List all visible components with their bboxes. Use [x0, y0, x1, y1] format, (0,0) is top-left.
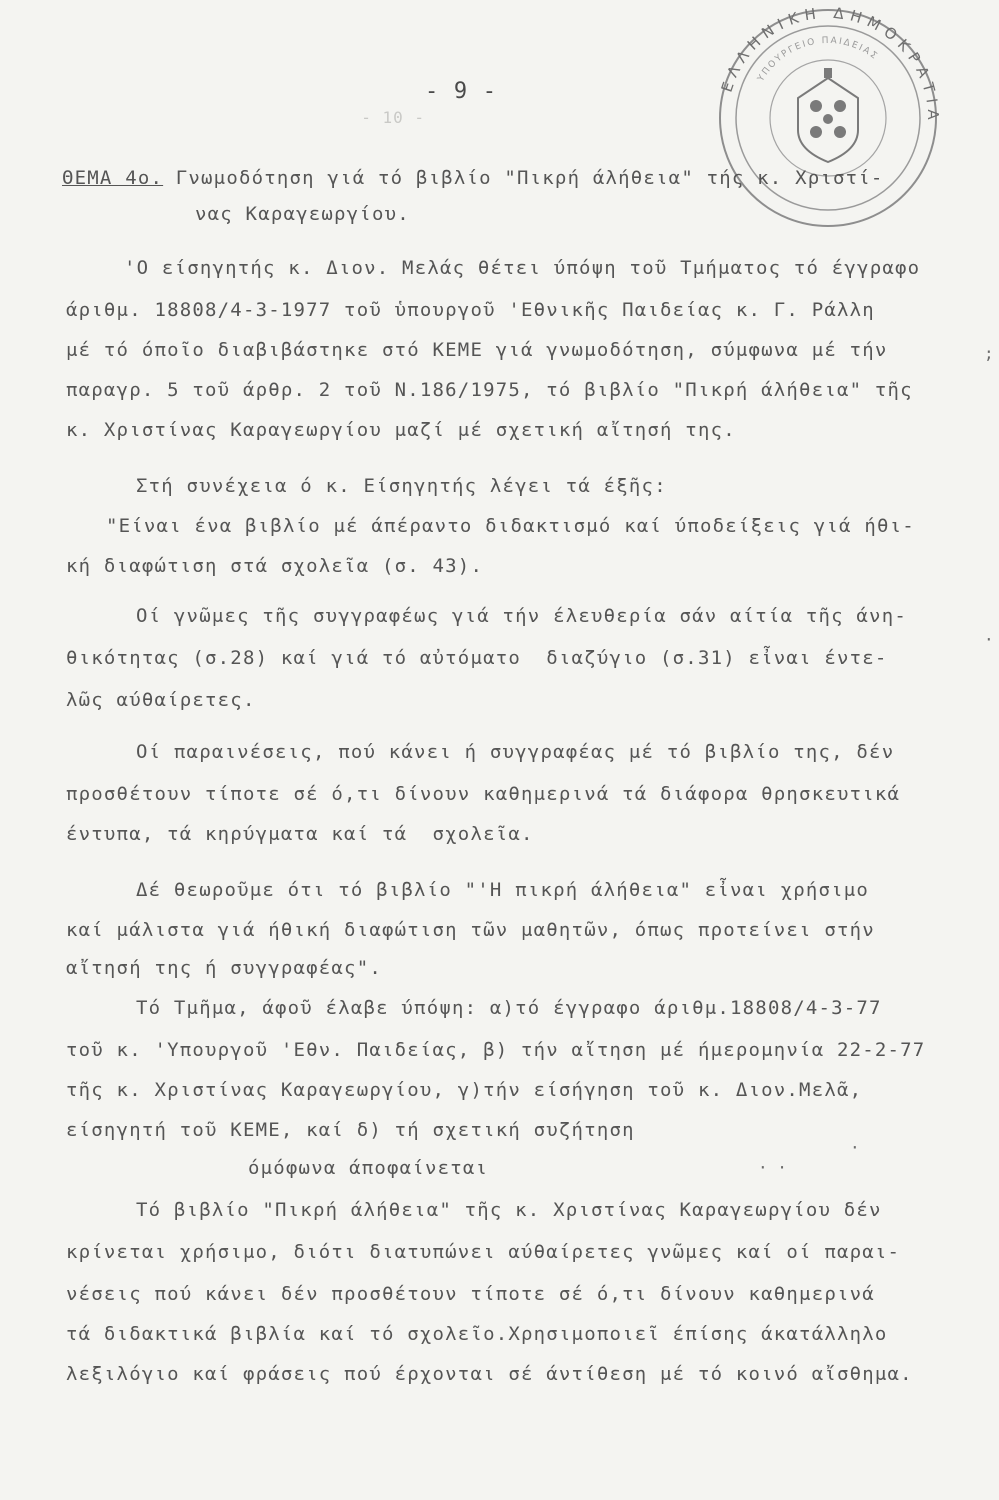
body-line: Στή συνέχεια ό κ. Είσηγητής λέγει τά έξῆς: — [136, 475, 667, 497]
body-line: είσηγητή τοῦ ΚΕΜΕ, καί δ) τή σχετική συζήτηση — [66, 1119, 635, 1141]
decision-line: τά διδακτικά βιβλία καί τό σχολεῖο.Χρησιμοποιεῖ έπίσης άκατάλληλο — [66, 1323, 888, 1345]
quote-line: Δέ θεωροῦμε ότι τό βιβλίο "'Η πικρή άλήθεια" εἶναι χρήσιμο — [136, 879, 870, 901]
topic-line-1 — [62, 166, 884, 190]
body-line: κ. Χριστίνας Καραγεωργίου μαζί μέ σχετική αἴτησή της. — [66, 419, 736, 441]
seal-ring-text: ΕΛΛΗΝΙΚΗ ΔΗΜΟΚΡΑΤΙΑ — [717, 3, 943, 126]
margin-mark: ; — [984, 344, 994, 363]
quote-line: "Είναι ένα βιβλίο μέ άπέραντο διδακτισμό καί ύποδείξεις γιά ήθι- — [106, 515, 915, 537]
body-line: άριθμ. 18808/4-3-1977 τοῦ ὑπουργοῦ 'Εθνικῆς Παιδείας κ. Γ. Ράλλη — [66, 299, 875, 321]
quote-line: έντυπα, τά κηρύγματα καί τά σχολεῖα. — [66, 823, 534, 845]
body-line: τῆς κ. Χριστίνας Καραγεωργίου, γ)τήν είσήγηση τοῦ κ. Διον.Μελᾶ, — [66, 1079, 863, 1101]
quote-line: καί μάλιστα γιά ήθική διαφώτιση τῶν μαθητῶν, όπως προτείνει στήν — [66, 919, 875, 941]
seal-inner-text: ΥΠΟΥΡΓΕΙΟ ΠΑΙΔΕΙΑΣ — [756, 35, 880, 84]
decision-line: νέσεις πού κάνει δέν προσθέτουν τίποτε σέ ό,τι δίνουν καθημερινά — [66, 1283, 875, 1305]
official-seal — [712, 2, 944, 234]
bleed-through: - 10 - — [340, 108, 426, 127]
quote-line: Οί παραινέσεις, πού κάνει ή συγγραφέας μέ τό βιβλίο της, δέν — [136, 741, 895, 763]
margin-mark: · — [850, 1138, 860, 1157]
decision-line: Τό βιβλίο "Πικρή άλήθεια" τῆς κ. Χριστίνας Καραγεωργίου δέν — [136, 1199, 882, 1221]
quote-line: προσθέτουν τίποτε σέ ό,τι δίνουν καθημερινά τά διάφορα θρησκευτικά — [66, 783, 901, 805]
body-line: τοῦ κ. 'Υπουργοῦ 'Εθν. Παιδείας, β) τήν αἴτηση μέ ήμερομηνία 22-2-77 — [66, 1039, 926, 1061]
decision-line: λεξιλόγιο καί φράσεις πού έρχονται σέ άντίθεση μέ τό κοινό αἴσθημα. — [66, 1363, 913, 1385]
body-line: μέ τό όποῖο διαβιβάστηκε στό ΚΕΜΕ γιά γνωμοδότηση, σύμφωνα μέ τήν — [66, 339, 888, 361]
topic-label: ΘΕΜΑ 4ο. — [62, 167, 164, 189]
decision-line: κρίνεται χρήσιμο, διότι διατυπώνει αύθαίρετες γνῶμες καί οί παραι- — [66, 1241, 901, 1263]
quote-line: κή διαφώτιση στά σχολεῖα (σ. 43). — [66, 555, 484, 577]
body-line: 'Ο είσηγητής κ. Διον. Μελάς θέτει ύπόψη τοῦ Τμήματος τό έγγραφο — [124, 257, 921, 279]
topic-title-1: Γνωμοδότηση γιά τό βιβλίο "Πικρή άλήθεια" τής κ. Χριστί- — [175, 167, 884, 189]
topic-title-2: νας Καραγεωργίου. — [195, 203, 410, 225]
quote-line: λῶς αύθαίρετες. — [66, 689, 256, 711]
svg-text:ΕΛΛΗΝΙΚΗ ΔΗΜΟΚΡΑΤΙΑ — [718, 4, 942, 126]
quote-line: αἴτησή της ή συγγραφέας". — [66, 957, 382, 979]
quote-line: θικότητας (σ.28) καί γιά τό αὐτόματο διαζύγιο (σ.31) εἶναι έντε- — [66, 647, 888, 669]
seal-icon — [712, 2, 944, 234]
quote-line: Οί γνῶμες τῆς συγγραφέως γιά τήν έλευθερία σάν αίτία τῆς άνη- — [136, 605, 907, 627]
body-line: Τό Τμῆμα, άφοῦ έλαβε ύπόψη: α)τό έγγραφο άριθμ.18808/4-3-77 — [136, 997, 882, 1019]
page-number: - 9 - — [425, 79, 498, 104]
decision-heading: όμόφωνα άποφαίνεται — [248, 1157, 489, 1179]
body-line: παραγρ. 5 τοῦ άρθρ. 2 τοῦ Ν.186/1975, τό βιβλίο "Πικρή άλήθεια" τῆς — [66, 379, 913, 401]
margin-mark: · — [984, 630, 994, 649]
margin-mark: · · — [758, 1158, 787, 1177]
